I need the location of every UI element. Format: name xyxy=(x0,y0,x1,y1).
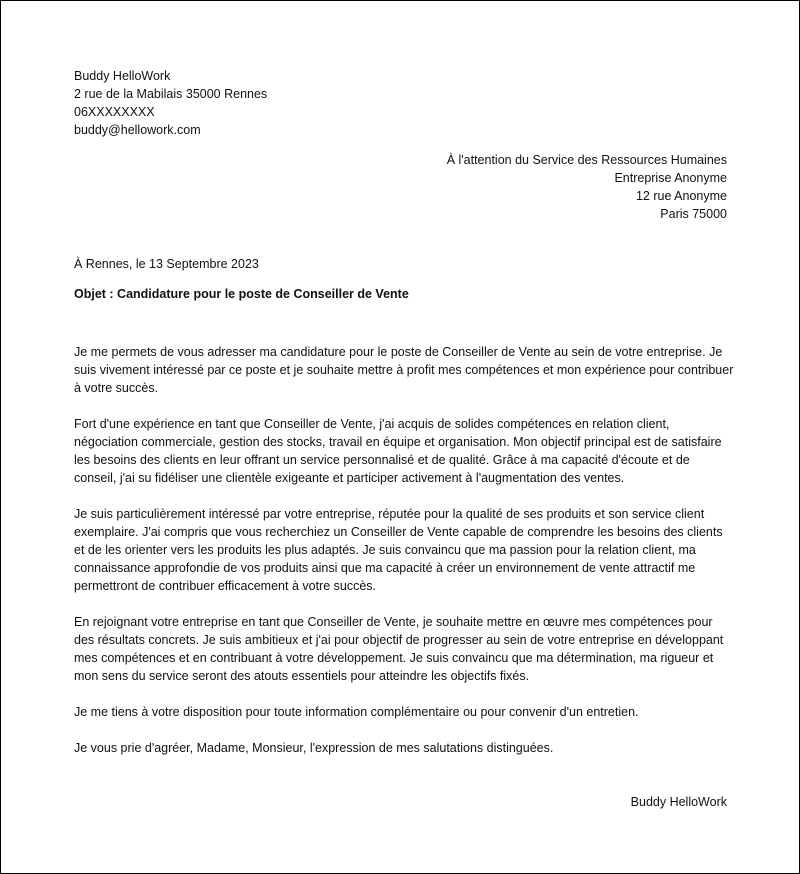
recipient-attention: À l'attention du Service des Ressources Humaines xyxy=(446,153,727,167)
date-line: À Rennes, le 13 Septembre 2023 xyxy=(74,257,259,271)
letter-body xyxy=(74,343,734,775)
body-paragraph: En rejoignant votre entreprise en tant que Conseiller de Vente, je souhaite mettre en œuvre mes compétences pour des résultats concrets. Je suis ambitieux et j'ai pour objectif de progresser au sein de votre entreprise en développant mes compétences et en contribuant à votre développement. Je suis convaincu que ma détermination, ma rigueur et mon sens du service seront des atouts essentiels pour atteindre les objectifs fixés. xyxy=(74,615,724,683)
body-paragraph: Je me tiens à votre disposition pour toute information complémentaire ou pour convenir d'un entretien. xyxy=(74,705,639,719)
recipient-company: Entreprise Anonyme xyxy=(614,171,727,185)
body-paragraph: Je me permets de vous adresser ma candidature pour le poste de Conseiller de Vente au sein de votre entreprise. Je suis vivement intéressé par ce poste et je souhaite mettre à profit mes compétences et mon expérience pour contribuer à votre succès. xyxy=(74,345,734,395)
sender-address: 2 rue de la Mabilais 35000 Rennes xyxy=(74,87,268,101)
closing-paragraph: Je vous prie d'agréer, Madame, Monsieur, l'expression de mes salutations distinguées. xyxy=(74,741,554,755)
sender-email: buddy@hellowork.com xyxy=(74,123,201,137)
recipient-street: 12 rue Anonyme xyxy=(635,189,727,203)
sender-name: Buddy HelloWork xyxy=(74,69,171,83)
recipient-city: Paris 75000 xyxy=(660,207,727,221)
signature: Buddy HelloWork xyxy=(630,795,727,809)
recipient-block xyxy=(447,151,727,223)
body-paragraph: Fort d'une expérience en tant que Conseiller de Vente, j'ai acquis de solides compétences en relation client, négociation commerciale, gestion des stocks, travail en équipe et organisation. Mon objectif principal est de satisfaire les besoins des clients en leur offrant un service personnalisé et de qualité. Grâce à ma capacité d'écoute et de conseil, j'ai su fidéliser une clientèle exigeante et participer activement à l'augmentation des ventes. xyxy=(74,417,722,485)
subject-line: Objet : Candidature pour le poste de Conseiller de Vente xyxy=(74,287,409,301)
sender-phone: 06XXXXXXXX xyxy=(74,105,155,119)
body-paragraph: Je suis particulièrement intéressé par votre entreprise, réputée pour la qualité de ses produits et son service client exemplaire. J'ai compris que vous recherchiez un Conseiller de Vente capable de comprendre les besoins des clients et de les orienter vers les produits les plus adaptés. Je suis convaincu que ma passion pour la relation client, ma connaissance approfondie de vos produits ainsi que ma capacité à créer un environnement de vente attractif me permettront de contribuer efficacement à votre succès. xyxy=(74,507,723,593)
sender-block xyxy=(74,67,267,139)
